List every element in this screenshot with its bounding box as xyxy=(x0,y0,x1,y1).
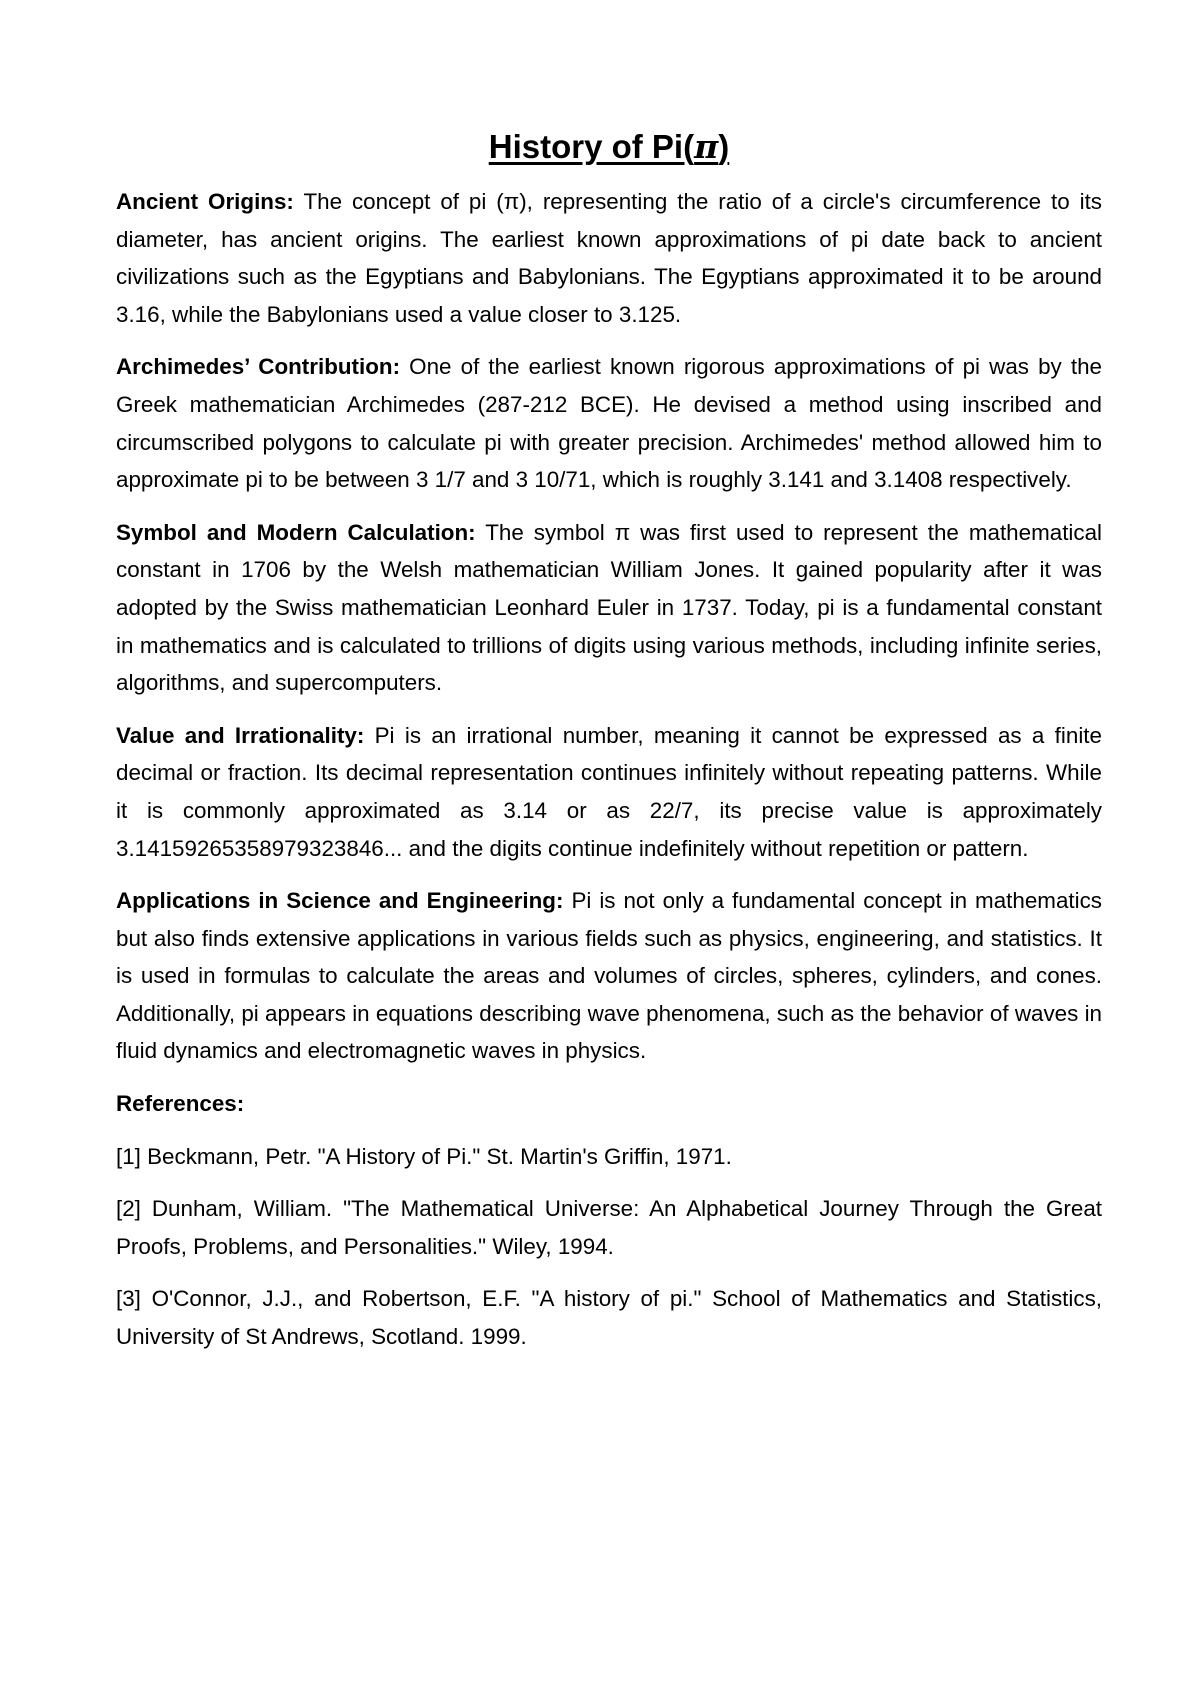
section-body: The symbol π was first used to represent the mathematical constant in 1706 by the Welsh mathematician William Jones. It gained popularity after it was adopted by the Swiss mathematician Leonhard Euler in 1737. Today, pi is a fundamental constant in mathematics and is calculated to trillions of digits using various methods, including infinite series, algorithms, and supercomputers. xyxy=(116,519,1103,696)
section-heading: Symbol and Modern Calculation: xyxy=(116,519,476,545)
section-ancient-origins xyxy=(116,183,1102,333)
section-body: The concept of pi (π), representing the ratio of a circle's circumference to its diameter, has ancient origins. The earliest known approximations of pi date back to ancient civilizations such as the Egyptians and Babylonians. The Egyptians approximated it to be around 3.16, while the Babylonians used a value closer to 3.125. xyxy=(116,189,1102,327)
section-heading: Ancient Origins: xyxy=(116,189,294,214)
section-body: Pi is not only a fundamental concept in mathematics but also finds extensive applications in various fields such as physics, engineering, and statistics. It is used in formulas to calculate the areas and volumes of circles, spheres, cylinders, and cones. Additionally, pi appears in equations describing wave phenomena, such as the behavior of waves in fluid dynamics and electromagnetic waves in physics. xyxy=(116,888,1102,1064)
reference-item: [2] Dunham, William. "The Mathematical Universe: An Alphabetical Journey Through the Great Proofs, Problems, and Personalities." Wiley, 1994. xyxy=(116,1196,1102,1259)
document-page xyxy=(116,125,1102,1371)
section-applications xyxy=(116,882,1102,1070)
section-body: Pi is an irrational number, meaning it cannot be expressed as a finite decimal or fraction. Its decimal representation continues infinitely without repeating patterns. While it is commonly approximated as 3.14 or as 22/7, its precise value is approximately 3.14159265358979323846... and the digits continue indefinitely without repetition or pattern. xyxy=(116,722,1102,861)
title-close: ) xyxy=(718,128,730,165)
pi-symbol: π xyxy=(694,127,719,166)
references-heading: References: xyxy=(116,1091,245,1117)
section-body: One of the earliest known rigorous approximations of pi was by the Greek mathematician Archimedes (287-212 BCE). He devised a method using inscribed and circumscribed polygons to calculate pi with greater precision. Archimedes' method allowed him to approximate pi to be between 3 1/7 and 3 10/71, which is roughly 3.141 and 3.1408 respectively. xyxy=(116,354,1102,493)
section-archimedes-contribution xyxy=(116,348,1102,498)
reference-item: [3] O'Connor, J.J., and Robertson, E.F. "A history of pi." School of Mathematics and Statistics, University of St Andrews, Scotland. 1999. xyxy=(116,1286,1102,1350)
section-heading: Applications in Science and Engineering: xyxy=(116,888,564,914)
section-heading: Archimedes’ Contribution: xyxy=(116,354,401,380)
section-symbol-modern-calculation xyxy=(116,514,1102,702)
reference-item: [1] Beckmann, Petr. "A History of Pi." St. Martin's Griffin, 1971. xyxy=(116,1143,732,1169)
title-text: History of Pi( xyxy=(488,128,695,165)
document-title xyxy=(116,125,1102,169)
section-value-irrationality xyxy=(116,717,1102,867)
section-heading: Value and Irrationality: xyxy=(116,722,365,748)
